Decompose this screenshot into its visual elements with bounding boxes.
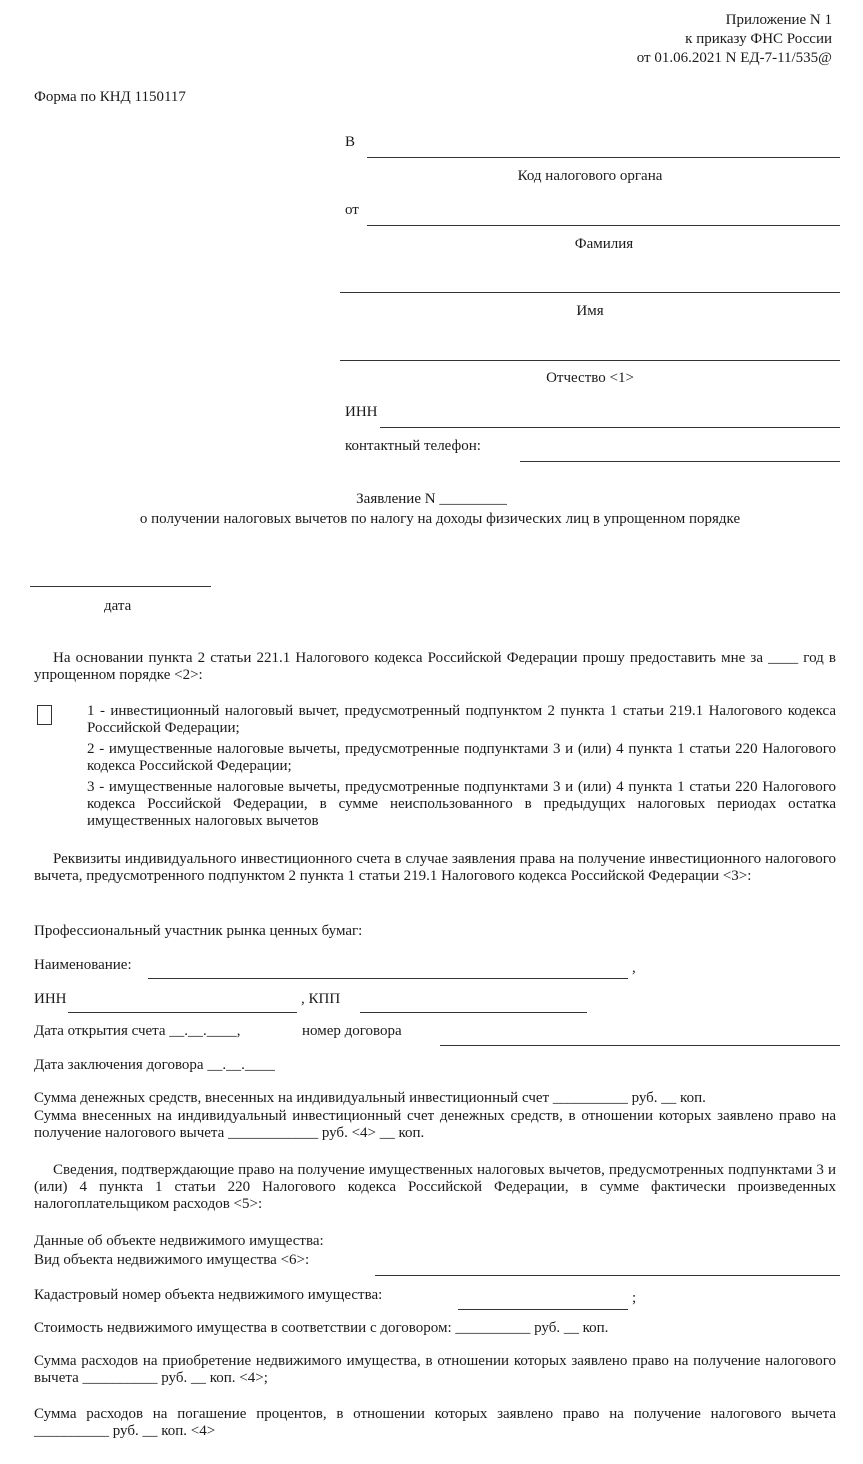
iis-intro: Реквизиты индивидуального инвестиционного счета в случае заявления права на получение инвестиционного налогового вычета, предусмотренного подпунктом 2 пункта 1 статьи 219.1 Налогового кодекса Российской Федерации <3>: [34,851,836,884]
name-input[interactable] [340,292,840,293]
order-reference: к приказу ФНС России [685,31,832,47]
property-intro: Сведения, подтверждающие право на получение имущественных налоговых вычетов, предусмотренных подпунктами 3 и (или) 4 пункта 1 статьи 220 Налогового кодекса Российской Федерации, в сумме фактически произведенных налогоплательщиком расходов <5>: [34,1162,836,1212]
phone-input[interactable] [520,461,840,462]
iis-name-comma: , [632,960,636,976]
object-data-label: Данные об объекте недвижимого имущества: [34,1233,324,1249]
inn-label: ИНН [345,404,378,420]
iis-inn-input[interactable] [68,1012,297,1013]
intro-paragraph: На основании пункта 2 статьи 221.1 Налогового кодекса Российской Федерации прошу предоставить мне за ____ год в упрощенном порядке <2>: [34,650,836,683]
acquisition-expenses[interactable]: Сумма расходов на приобретение недвижимого имущества, в отношении которых заявлено право на получение налогового вычета __________ руб. __ коп. <4>; [34,1353,836,1386]
option-1: 1 - инвестиционный налоговый вычет, предусмотренный подпунктом 2 пункта 1 статьи 219.1 Налогового кодекса Российской Федерации; [87,703,836,736]
appendix-label: Приложение N 1 [725,12,832,28]
sum-claimed[interactable]: Сумма внесенных на индивидуальный инвестиционный счет денежных средств, в отношении которых заявлено право на получение налогового вычета ____________ руб. <4> __ коп. [34,1108,836,1141]
account-open-date[interactable]: Дата открытия счета __.__.____, [34,1023,241,1039]
statement-title: Заявление N _________ [356,491,507,507]
iis-name-input[interactable] [148,978,628,979]
inn-input[interactable] [380,427,840,428]
iis-inn-label: ИНН [34,991,67,1007]
object-type-label: Вид объекта недвижимого имущества <6>: [34,1252,310,1268]
date-input[interactable] [30,586,211,587]
cadastral-input[interactable] [458,1309,628,1310]
option-2: 2 - имущественные налоговые вычеты, предусмотренные подпунктами 3 и (или) 4 пункта 1 статьи 220 Налогового кодекса Российской Федерации; [87,741,836,774]
iis-name-label: Наименование: [34,957,132,973]
statement-subtitle: о получении налоговых вычетов по налогу на доходы физических лиц в упрощенном порядке [139,511,741,527]
cadastral-semicolon: ; [632,1290,637,1306]
patronymic-caption: Отчество <1> [546,370,634,386]
from-label: от [345,202,359,218]
contract-date[interactable]: Дата заключения договора __.__.____ [34,1057,275,1073]
cadastral-label: Кадастровый номер объекта недвижимого имущества: [34,1287,383,1303]
object-type-input[interactable] [375,1275,840,1276]
sum-deposited[interactable]: Сумма денежных средств, внесенных на индивидуальный инвестиционный счет __________ руб. __ коп. [34,1090,706,1106]
tax-code-caption: Код налогового органа [517,168,663,184]
tax-office-input[interactable] [367,157,840,158]
contract-number-input[interactable] [440,1045,840,1046]
participant-label: Профессиональный участник рынка ценных бумаг: [34,923,363,939]
option-3: 3 - имущественные налоговые вычеты, предусмотренные подпунктами 3 и (или) 4 пункта 1 статьи 220 Налогового кодекса Российской Федерации, в сумме неиспользованного в предыдущих налоговых периодах остатка имущественных налоговых вычетов [87,779,836,829]
patronymic-input[interactable] [340,360,840,361]
form-code: Форма по КНД 1150117 [34,89,186,105]
contract-number-label: номер договора [302,1023,402,1039]
to-label: В [345,134,356,150]
property-cost[interactable]: Стоимость недвижимого имущества в соответствии с договором: __________ руб. __ коп. [34,1320,609,1336]
surname-input[interactable] [367,225,840,226]
interest-expenses[interactable]: Сумма расходов на погашение процентов, в отношении которых заявлено право на получение налогового вычета __________ руб. __ коп. <4> [34,1406,836,1439]
phone-label: контактный телефон: [345,438,481,454]
iis-kpp-label: , КПП [301,991,341,1007]
iis-kpp-input[interactable] [360,1012,587,1013]
name-caption: Имя [576,303,604,319]
date-caption: дата [104,598,132,614]
order-date: от 01.06.2021 N ЕД-7-11/535@ [636,50,832,66]
deduction-type-checkbox[interactable] [37,705,52,725]
surname-caption: Фамилия [574,236,634,252]
